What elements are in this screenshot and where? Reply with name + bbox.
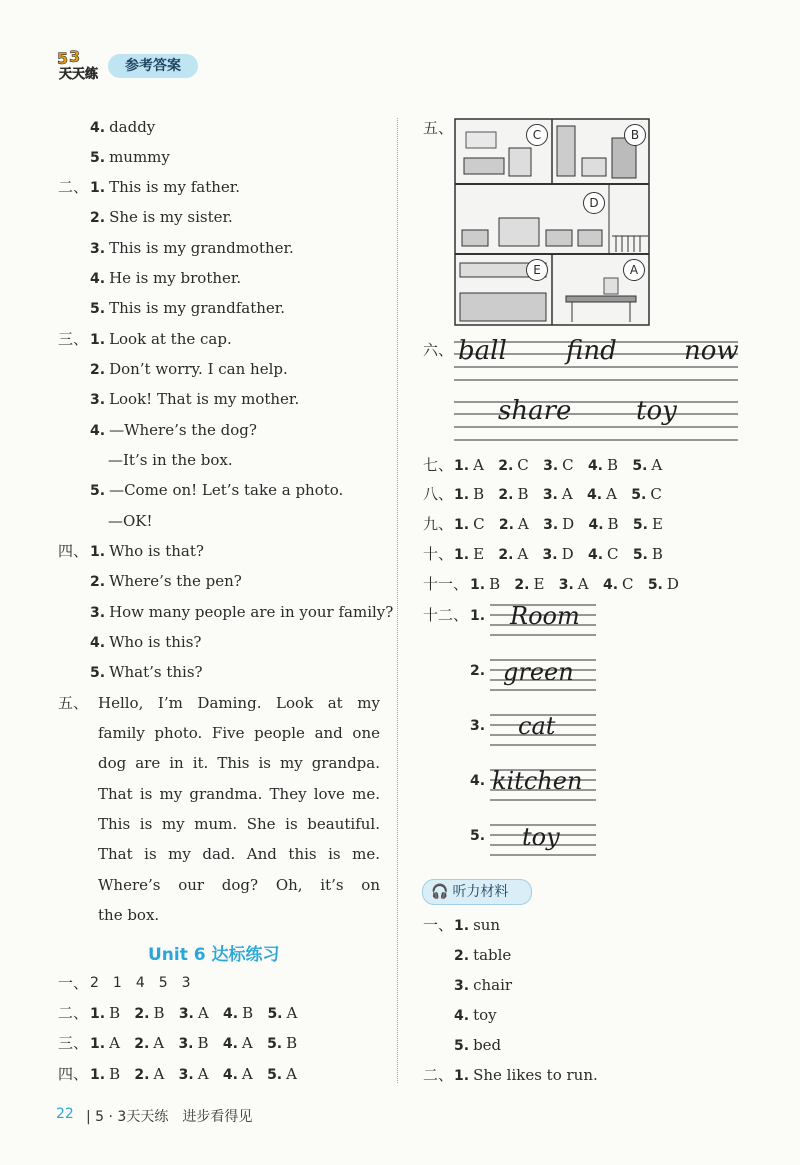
list-item: 1. sun bbox=[454, 916, 501, 934]
choice-answers: 1. A 2. C 3. C 4. B 5. A bbox=[454, 456, 663, 474]
room-label: C bbox=[526, 124, 548, 146]
list-item: 1. She likes to run. bbox=[454, 1066, 598, 1084]
list-item: 3. Look! That is my mother. bbox=[90, 390, 300, 408]
choice-answers: 1. B 2. A 3. A 4. A 5. A bbox=[90, 1065, 297, 1083]
list-item: 4. toy bbox=[454, 1006, 497, 1024]
column-divider bbox=[397, 118, 398, 1083]
section-label: 二、 bbox=[58, 1004, 89, 1022]
room-label: B bbox=[624, 124, 646, 146]
handwritten-word: find bbox=[566, 336, 617, 366]
list-item: 5. mummy bbox=[90, 148, 170, 166]
choice-answers: 1. B 2. B 3. A 4. B 5. A bbox=[90, 1004, 298, 1022]
list-item: 1. This is my father. bbox=[90, 178, 241, 196]
section-label: 二、 bbox=[58, 178, 89, 196]
list-item: 5. bed bbox=[454, 1036, 502, 1054]
section-label: 五、 bbox=[423, 119, 454, 137]
section-label: 十二、 bbox=[423, 606, 469, 624]
item-number: 2. bbox=[470, 663, 486, 679]
list-item: 2. table bbox=[454, 946, 512, 964]
choice-answers: 1. E 2. A 3. D 4. C 5. B bbox=[454, 545, 663, 563]
order-answer: 2 1 4 5 3 bbox=[90, 975, 191, 991]
list-item: —It’s in the box. bbox=[108, 451, 233, 469]
listening-materials-badge bbox=[422, 879, 532, 905]
handwritten-word: green bbox=[503, 658, 574, 686]
section-label: 三、 bbox=[58, 330, 89, 348]
handwritten-word: Room bbox=[510, 602, 580, 630]
svg-text:3: 3 bbox=[69, 47, 81, 66]
choice-answers: 1. B 2. B 3. A 4. A 5. C bbox=[454, 485, 662, 503]
handwritten-word: toy bbox=[522, 823, 560, 851]
paragraph-line: the box. bbox=[98, 906, 160, 924]
section-label: 四、 bbox=[58, 542, 89, 560]
item-number: 4. bbox=[470, 773, 486, 789]
section-label: 十、 bbox=[423, 545, 454, 563]
list-item: 3. How many people are in your family? bbox=[90, 603, 394, 621]
room-label: A bbox=[623, 259, 645, 281]
list-item: 1. Who is that? bbox=[90, 542, 204, 560]
section-label: 九、 bbox=[423, 515, 454, 533]
list-item: 4. Who is this? bbox=[90, 633, 202, 651]
paragraph-line: This is my mum. She is beautiful. bbox=[98, 815, 380, 833]
section-label: 七、 bbox=[423, 456, 454, 474]
svg-text:天天练: 天天练 bbox=[59, 67, 99, 82]
answer-key-badge: 参考答案 bbox=[108, 54, 198, 78]
headphones-icon: 🎧 bbox=[431, 884, 449, 900]
section-label: 十一、 bbox=[423, 575, 469, 593]
handwritten-word: cat bbox=[518, 712, 556, 740]
list-item: 1. Look at the cap. bbox=[90, 330, 232, 348]
paragraph-line: That is my dad. And this is me. bbox=[98, 845, 380, 863]
svg-text:5: 5 bbox=[57, 49, 69, 68]
list-item: 4. daddy bbox=[90, 118, 156, 136]
choice-answers: 1. B 2. E 3. A 4. C 5. D bbox=[470, 575, 679, 593]
item-number: 1. bbox=[470, 608, 486, 624]
unit-title: Unit 6 达标练习 bbox=[148, 945, 280, 965]
list-item: 3. This is my grandmother. bbox=[90, 239, 294, 257]
room-label: E bbox=[526, 259, 548, 281]
handwritten-word: now bbox=[684, 336, 739, 366]
paragraph-line: That is my grandma. They love me. bbox=[98, 785, 380, 803]
list-item: 5. —Come on! Let’s take a photo. bbox=[90, 481, 344, 499]
section-label: 八、 bbox=[423, 485, 454, 503]
section-label: 四、 bbox=[58, 1065, 89, 1083]
section-label: 六、 bbox=[423, 341, 454, 359]
paragraph-line: family photo. Five people and one bbox=[98, 724, 380, 742]
section-label: 一、 bbox=[423, 916, 454, 934]
item-number: 5. bbox=[470, 828, 486, 844]
list-item: 3. chair bbox=[454, 976, 513, 994]
page-number: 22 bbox=[56, 1106, 74, 1122]
handwritten-word: kitchen bbox=[492, 767, 583, 795]
handwritten-word: toy bbox=[636, 396, 677, 426]
list-item: 4. —Where’s the dog? bbox=[90, 421, 257, 439]
paragraph-line: Where’s our dog? Oh, it’s on bbox=[98, 876, 380, 894]
choice-answers: 1. A 2. A 3. B 4. A 5. B bbox=[90, 1034, 298, 1052]
paragraph-line: dog are in it. This is my grandpa. bbox=[98, 754, 380, 772]
list-item: —OK! bbox=[108, 512, 153, 530]
choice-answers: 1. C 2. A 3. D 4. B 5. E bbox=[454, 515, 663, 533]
section-label: 一、 bbox=[58, 974, 89, 992]
handwritten-word: share bbox=[498, 396, 572, 426]
list-item: 2. Where’s the pen? bbox=[90, 572, 242, 590]
item-number: 3. bbox=[470, 718, 486, 734]
list-item: 4. He is my brother. bbox=[90, 269, 242, 287]
list-item: 2. Don’t worry. I can help. bbox=[90, 360, 288, 378]
house-illustration bbox=[454, 118, 650, 326]
section-label: 五、 bbox=[58, 694, 89, 712]
list-item: 2. She is my sister. bbox=[90, 208, 233, 226]
footer-text: | 5 · 3天天练 进步看得见 bbox=[86, 1109, 253, 1125]
paragraph-line: Hello, I’m Daming. Look at my bbox=[98, 694, 380, 712]
section-label: 三、 bbox=[58, 1034, 89, 1052]
section-label: 二、 bbox=[423, 1066, 454, 1084]
list-item: 5. What’s this? bbox=[90, 663, 203, 681]
room-label: D bbox=[583, 192, 605, 214]
list-item: 5. This is my grandfather. bbox=[90, 299, 286, 317]
logo bbox=[55, 46, 103, 82]
listening-title: 听力材料 bbox=[452, 884, 509, 900]
handwritten-word: ball bbox=[458, 336, 507, 366]
